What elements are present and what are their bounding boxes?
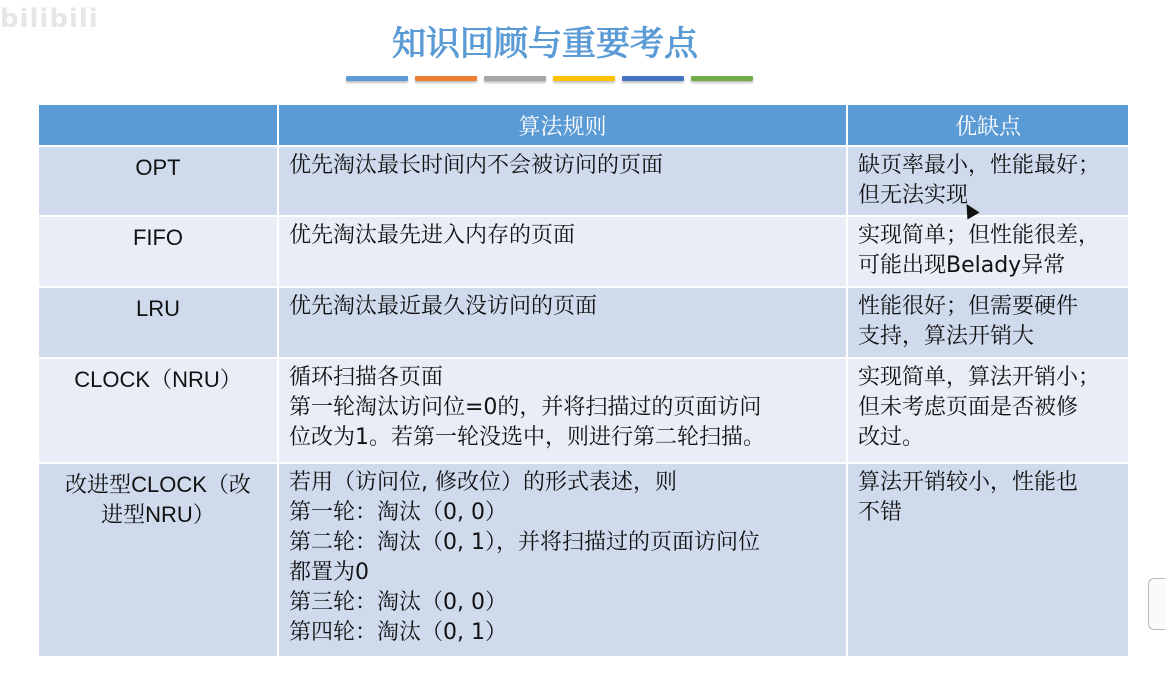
slide-title: 知识回顾与重要考点 xyxy=(392,24,698,64)
pros-cons-line: 实现简单；但性能很差， xyxy=(858,223,1101,248)
algorithm-rule-line: 优先淘汰最长时间内不会被访问的页面 xyxy=(289,153,664,178)
pros-cons-line: 实现简单，算法开销小； xyxy=(858,365,1101,390)
page-replacement-table xyxy=(39,105,1130,656)
algorithm-name: CLOCK（NRU） xyxy=(39,358,278,463)
algorithm-rule-line: 第四轮：淘汰（0, 1） xyxy=(289,620,507,645)
pros-cons-line: 改过。 xyxy=(858,425,925,450)
color-bar xyxy=(691,76,753,81)
color-bar xyxy=(415,76,477,81)
table-row xyxy=(39,287,1129,358)
algorithm-rule-line: 都置为0 xyxy=(289,560,369,585)
algorithm-rule-line: 第一轮淘汰访问位=0的，并将扫描过的页面访问 xyxy=(289,395,762,420)
pros-cons xyxy=(847,287,1129,358)
algorithm-rule-line: 若用（访问位, 修改位）的形式表述，则 xyxy=(289,470,677,495)
algorithm-name: FIFO xyxy=(39,216,278,287)
bilibili-watermark: bilibili xyxy=(0,4,99,34)
algorithm-rule xyxy=(278,146,847,216)
pros-cons-line: 算法开销较小，性能也 xyxy=(858,470,1079,495)
pros-cons-line: 缺页率最小，性能最好； xyxy=(858,153,1101,178)
algorithm-rule-line: 优先淘汰最近最久没访问的页面 xyxy=(289,294,598,319)
pros-cons xyxy=(847,146,1129,216)
color-bar xyxy=(484,76,546,81)
algorithm-name xyxy=(39,463,278,656)
algorithm-name: OPT xyxy=(39,146,278,216)
header-rule: 算法规则 xyxy=(278,105,847,146)
table-row xyxy=(39,216,1129,287)
algorithm-rule-line: 第三轮：淘汰（0, 0） xyxy=(289,590,507,615)
pros-cons xyxy=(847,358,1129,463)
table-row xyxy=(39,358,1129,463)
algorithm-name-line: 进型NRU） xyxy=(101,502,215,527)
algorithm-rule-line: 第一轮：淘汰（0, 0） xyxy=(289,500,507,525)
algorithm-rule xyxy=(278,216,847,287)
pros-cons-line: 但未考虑页面是否被修 xyxy=(858,395,1079,420)
algorithm-rule xyxy=(278,358,847,463)
pros-cons-line: 性能很好；但需要硬件 xyxy=(858,294,1079,319)
table-row xyxy=(39,463,1129,656)
pros-cons-line: 可能出现Belady异常 xyxy=(858,253,1066,278)
color-bar xyxy=(622,76,684,81)
pros-cons-line: 不错 xyxy=(858,500,903,525)
algorithm-name: LRU xyxy=(39,287,278,358)
pros-cons xyxy=(847,216,1129,287)
algorithm-rule-line: 第二轮：淘汰（0, 1），并将扫描过的页面访问位 xyxy=(289,530,760,555)
algorithm-rule-line: 循环扫描各页面 xyxy=(289,365,444,390)
side-panel-tab[interactable] xyxy=(1148,578,1165,630)
pros-cons-line: 支持，算法开销大 xyxy=(858,324,1035,349)
color-bar xyxy=(346,76,408,81)
header-pros-cons: 优缺点 xyxy=(847,105,1129,146)
algorithm-rule-line: 优先淘汰最先进入内存的页面 xyxy=(289,223,576,248)
pros-cons xyxy=(847,463,1129,656)
algorithm-rule-line: 位改为1。若第一轮没选中，则进行第二轮扫描。 xyxy=(289,425,765,450)
algorithm-name-line: 改进型CLOCK（改 xyxy=(65,472,251,497)
color-bar xyxy=(553,76,615,81)
header-algorithm xyxy=(39,105,278,146)
algorithm-rule xyxy=(278,463,847,656)
pros-cons-line: 但无法实现 xyxy=(858,183,969,208)
algorithm-rule xyxy=(278,287,847,358)
table-header-row xyxy=(39,105,1129,146)
